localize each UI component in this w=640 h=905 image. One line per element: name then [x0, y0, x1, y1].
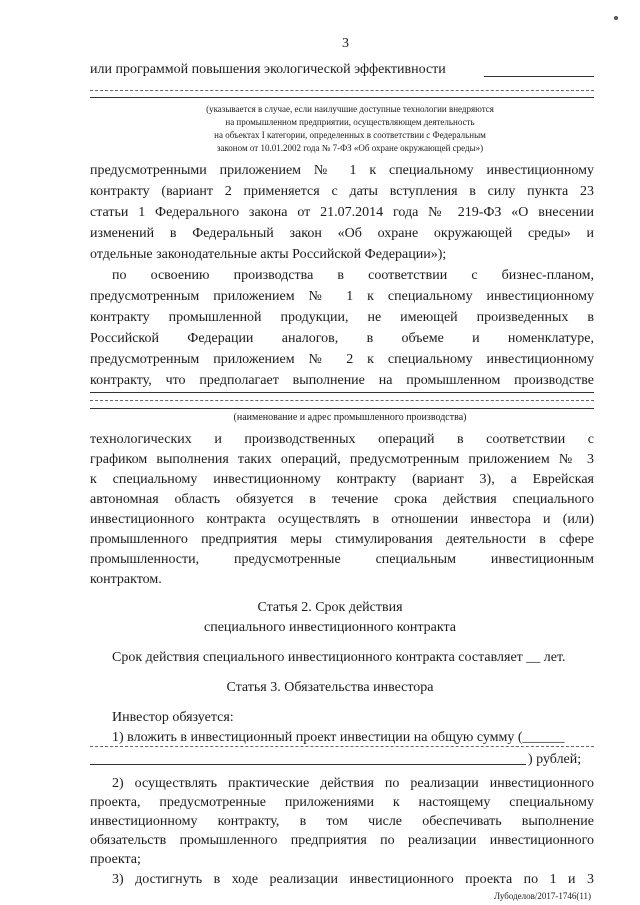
- fill-line: [484, 76, 594, 77]
- header-line: или программой повышения экологической эффективности: [90, 62, 446, 77]
- fill-line: [90, 408, 594, 409]
- item1-line: 1) вложить в инвестиционный проект инвестиции на общую сумму (______: [112, 730, 565, 745]
- fill-line: [90, 764, 526, 765]
- footer-code: Лубоделов/2017-1746(11): [494, 891, 592, 901]
- investor-intro: Инвестор обязуется:: [112, 710, 234, 725]
- fill-line: [90, 90, 594, 91]
- fill-line: [90, 97, 594, 98]
- fill-line: [90, 746, 594, 747]
- article2-title: Статья 2. Срок действия: [257, 600, 403, 615]
- fill-line: [90, 400, 594, 401]
- scan-mark: [614, 16, 618, 20]
- fill-line: [90, 392, 594, 393]
- page-number: 3: [342, 36, 349, 51]
- article2-text: Срок действия специального инвестиционного контракта составляет __ лет.: [112, 650, 566, 665]
- item1-end: ) рублей;: [528, 752, 582, 767]
- article3-title: Статья 3. Обязательства инвестора: [226, 680, 434, 695]
- item3-line: 3) достигнуть в ходе реализации инвестиционного проекта по 1 и 3: [112, 872, 594, 887]
- note-production-address: (наименование и адрес промышленного производства): [233, 412, 467, 423]
- article2-subtitle: специального инвестиционного контракта: [204, 620, 456, 635]
- document-page: 3 или программой повышения экологической эффективности (указывается в случае, если наилучшие доступные технологии внедряются на промышленном предприятии, осуществляющем деятельность на объектах I категории, определенных в соответствии с Федеральным законом от 10.01.2002 года № 7-ФЗ «Об охране окружающей среды») предусмотренными приложением № 1 к специальному инвестиционному контракту (вариант 2 применяется с даты вступления в силу пункта 23 статьи 1 Федерального закона от 21.07.2014 года № 219-ФЗ «О внесении изменений в Федеральный закон «Об охране окружающей среды» и отдельные законодательные акты Российской Федерации»); по освоению производства в соответствии с бизнес-планом, предусмотренным приложением № 1 к специальному инвестиционному контракту промышленной продукции, не имеющей произведенных в Российской Федерации аналогов, в объеме и номенклатуре, предусмотренным приложением № 2 к специальному инвестиционному контракту, что предполагает выполнение на промышленном производстве (наименование и адрес промышленного производства) технологических и производственных операций в соответствии с графиком выполнения таких операций, предусмотренным приложением № 3 к специальному инвестиционному контракту (вариант 3), а Еврейская автономная область обязуется в течение срока действия специального инвестиционного контракта осуществлять в отношении инвестора и (или) промышленного предприятия меры стимулирования деятельности в сфере промышленности, предусмотренные специальным инвестиционным контрактом. Статья 2. Срок действия специального инвестиционного контракта Срок действия специального инвестиционного контракта составляет __ лет. Статья 3. Обязательства инвестора Инвестор обязуется: 1) вложить в инвестиционный проект инвестиции на общую сумму (______ ) рублей; 2) осуществлять практические действия по реализации инвестиционного проекта, предусмотренные приложениями к настоящему специальному инвестиционному контракту, в том числе обеспечивать выполнение обязательств промышленного предприятия по реализации инвестиционного проекта; 3) достигнуть в ходе реализации инвестиционного проекта по 1 и 3 Лубоделов/2017-1746(11): [0, 0, 640, 905]
